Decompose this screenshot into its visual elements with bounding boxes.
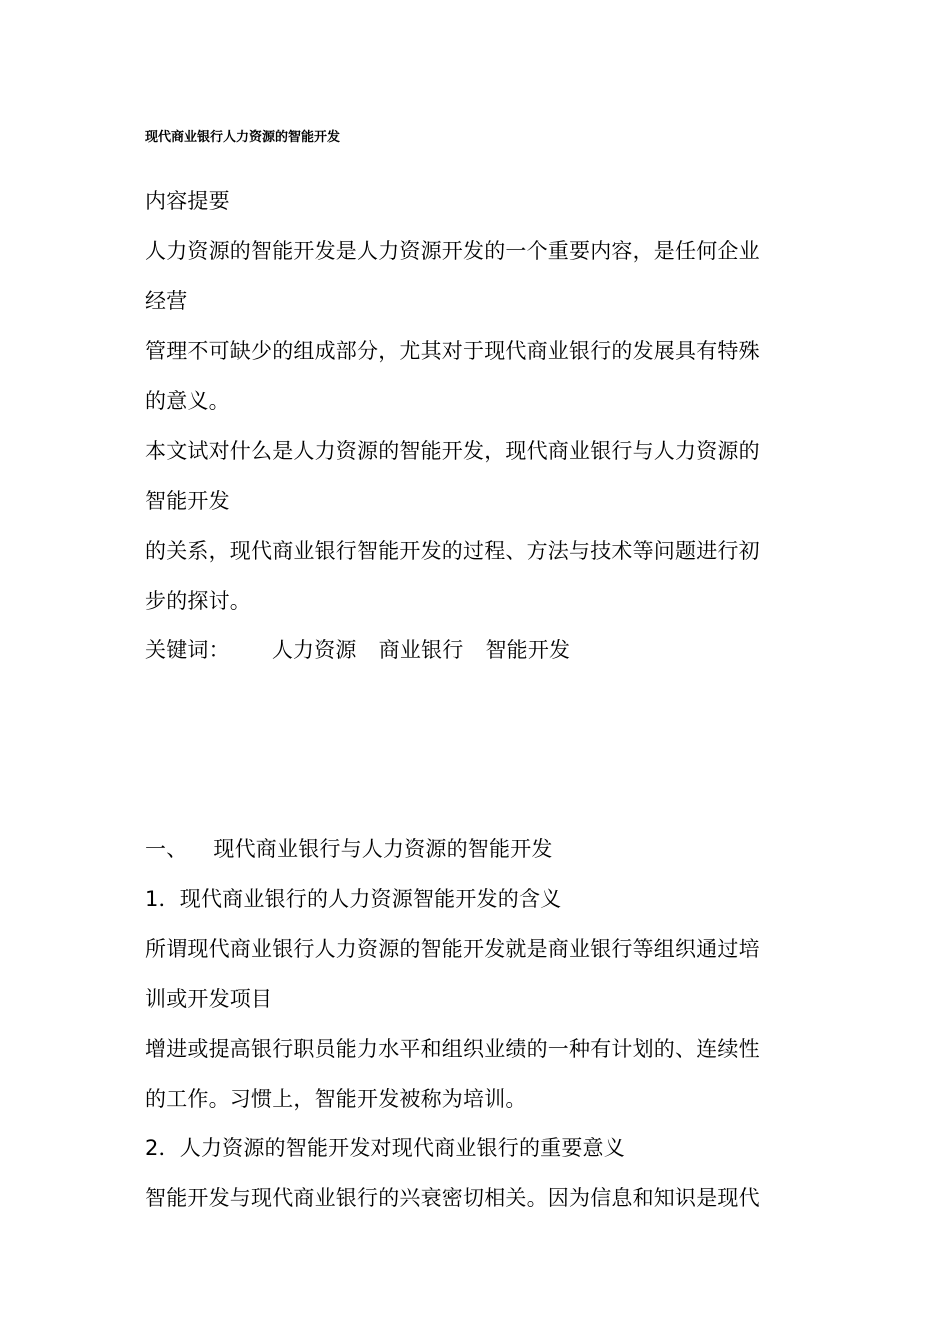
- body-line: 的工作。习惯上，智能开发被称为培训。: [145, 1087, 527, 1111]
- body-line: 所谓现代商业银行人力资源的智能开发就是商业银行等组织通过培: [145, 937, 760, 961]
- abstract-line: 本文试对什么是人力资源的智能开发，现代商业银行与人力资源的: [145, 439, 760, 463]
- body-line: 训或开发项目: [145, 987, 273, 1011]
- subsection-heading: 2．人力资源的智能开发对现代商业银行的重要意义: [145, 1136, 625, 1160]
- subsection-heading: 1．现代商业银行的人力资源智能开发的含义: [145, 887, 562, 911]
- keywords-line: [145, 637, 570, 663]
- section-heading: [145, 836, 553, 862]
- abstract-line: 的意义。: [145, 389, 230, 413]
- keyword: 商业银行: [378, 638, 464, 662]
- abstract-line: 人力资源的智能开发是人力资源开发的一个重要内容，是任何企业: [145, 239, 760, 263]
- body-line: 增进或提高银行职员能力水平和组织业绩的一种有计划的、连续性: [145, 1037, 760, 1061]
- section-number: 一、: [145, 837, 188, 861]
- keywords-label: 关键词：: [145, 638, 230, 662]
- abstract-heading: 内容提要: [145, 189, 230, 213]
- abstract-line: 智能开发: [145, 489, 230, 513]
- abstract-line: 的关系，现代商业银行智能开发的过程、方法与技术等问题进行初: [145, 539, 760, 563]
- abstract-line: 经营: [145, 289, 188, 313]
- abstract-line: 管理不可缺少的组成部分，尤其对于现代商业银行的发展具有特殊: [145, 339, 760, 363]
- abstract-line: 步的探讨。: [145, 589, 251, 613]
- keyword: 智能开发: [485, 638, 571, 662]
- section-title: 现代商业银行与人力资源的智能开发: [213, 837, 553, 861]
- document-title: 现代商业银行人力资源的智能开发: [145, 130, 341, 145]
- keyword: 人力资源: [271, 638, 357, 662]
- body-line: 智能开发与现代商业银行的兴衰密切相关。因为信息和知识是现代: [145, 1186, 760, 1210]
